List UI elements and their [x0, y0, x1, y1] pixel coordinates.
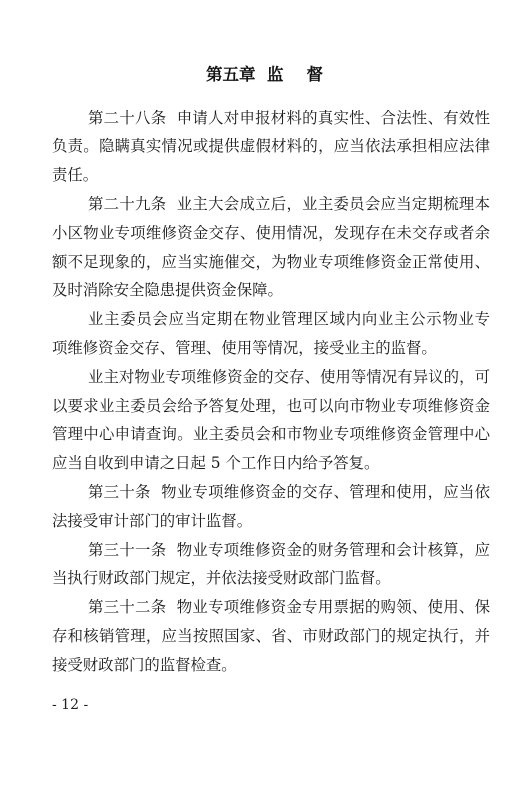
text-line: 及时消除安全隐患提供资金保障。 [52, 281, 283, 300]
text-line: 管理中心申请查询。业主委员会和市物业专项维修资金管理中心 [52, 425, 490, 444]
text-line: 小区物业专项维修资金交存、使用情况，发现存在未交存或者余 [52, 223, 490, 242]
text-line: 第二十九条 业主大会成立后，业主委员会应当定期梳理本 [88, 194, 490, 213]
text-line: 项维修资金交存、管理、使用等情况，接受业主的监督。 [52, 338, 437, 357]
article-30-paragraph [52, 478, 490, 536]
article-28-paragraph [52, 104, 490, 190]
owner-objection-paragraph [52, 363, 490, 478]
text-line: 业主委员会应当定期在物业管理区域内向业主公示物业专 [88, 310, 490, 329]
text-line: 以要求业主委员会给予答复处理，也可以向市物业专项维修资金 [52, 396, 490, 415]
committee-disclosure-paragraph [52, 305, 490, 363]
text-line: 第三十一条 物业专项维修资金的财务管理和会计核算，应 [88, 540, 490, 559]
text-line: 第二十八条 申请人对申报材料的真实性、合法性、有效性 [88, 108, 490, 127]
document-body [52, 104, 490, 680]
text-line: 第三十条 物业专项维修资金的交存、管理和使用，应当依 [88, 482, 490, 501]
text-line: 法接受审计部门的审计监督。 [52, 511, 253, 530]
text-line: 业主对物业专项维修资金的交存、使用等情况有异议的，可 [88, 367, 490, 386]
page-number: - 12 - [52, 697, 89, 713]
text-line: 当执行财政部门规定，并依法接受财政部门监督。 [52, 569, 391, 588]
text-line: 第三十二条 物业专项维修资金专用票据的购领、使用、保 [88, 598, 490, 617]
chapter-title: 第五章 监 督 [206, 65, 323, 84]
article-29-paragraph [52, 190, 490, 305]
text-line: 接受财政部门的监督检查。 [52, 655, 237, 674]
text-line: 责任。 [52, 166, 99, 185]
article-31-paragraph [52, 536, 490, 594]
text-line: 额不足现象的，应当实施催交，为物业专项维修资金正常使用、 [52, 252, 490, 271]
text-line: 负责。隐瞒真实情况或提供虚假材料的，应当依法承担相应法律 [52, 137, 490, 156]
text-line: 存和核销管理，应当按照国家、省、市财政部门的规定执行，并 [52, 626, 490, 645]
text-line: 应当自收到申请之日起 5 个工作日内给予答复。 [52, 454, 380, 473]
article-32-paragraph [52, 593, 490, 679]
